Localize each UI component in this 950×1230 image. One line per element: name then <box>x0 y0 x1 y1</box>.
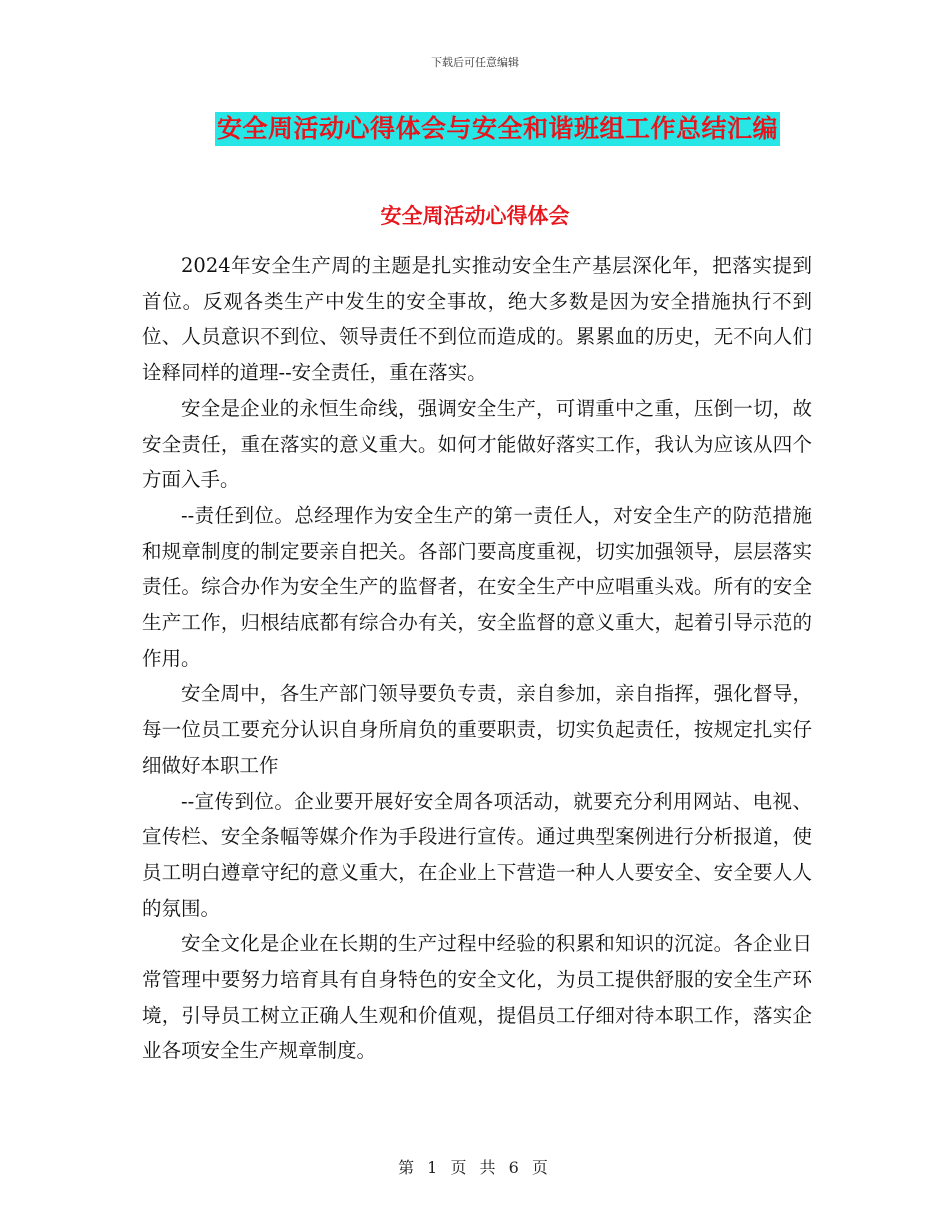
header-note: 下载后可任意编辑 <box>431 56 519 69</box>
document-title: 安全周活动心得体会与安全和谐班组工作总结汇编 <box>215 112 780 146</box>
paragraph: 安全文化是企业在长期的生产过程中经验的积累和知识的沉淀。各企业日常管理中要努力培育具有自身特色的安全文化，为员工提供舒服的安全生产环境，引导员工树立正确人生观和价值观，提倡员工仔细对待本职工作，落实企业各项安全生产规章制度。 <box>142 932 812 1063</box>
paragraph: --责任到位。总经理作为安全生产的第一责任人，对安全生产的防范措施和规章制度的制定要亲自把关。各部门要高度重视，切实加强领导，层层落实责任。综合办作为安全生产的监督者，在安全生产中应唱重头戏。所有的安全生产工作，归根结底都有综合办有关，安全监督的意义重大，起着引导示范的作用。 <box>142 503 812 670</box>
page-number: 第 1 页 共 6 页 <box>398 1158 552 1177</box>
paragraph: --宣传到位。企业要开展好安全周各项活动，就要充分利用网站、电视、宣传栏、安全条幅等媒介作为手段进行宣传。通过典型案例进行分析报道，使员工明白遵章守纪的意义重大，在企业上下营造一种人人要安全、安全要人人的氛围。 <box>142 789 812 920</box>
paragraph: 安全是企业的永恒生命线，强调安全生产，可谓重中之重，压倒一切，故安全责任，重在落实的意义重大。如何才能做好落实工作，我认为应该从四个方面入手。 <box>142 396 812 492</box>
document-title-wrap <box>0 112 950 146</box>
paragraph: 2024年安全生产周的主题是扎实推动安全生产基层深化年，把落实提到首位。反观各类生产中发生的安全事故，绝大多数是因为安全措施执行不到位、人员意识不到位、领导责任不到位而造成的。累累血的历史，无不向人们诠释同样的道理--安全责任，重在落实。 <box>142 254 812 385</box>
body-text <box>142 248 812 1069</box>
section-title: 安全周活动心得体会 <box>380 204 570 228</box>
paragraph: 安全周中，各生产部门领导要负专责，亲自参加，亲自指挥，强化督导，每一位员工要充分认识自身所肩负的重要职责，切实负起责任，按规定扎实仔细做好本职工作 <box>142 682 812 777</box>
